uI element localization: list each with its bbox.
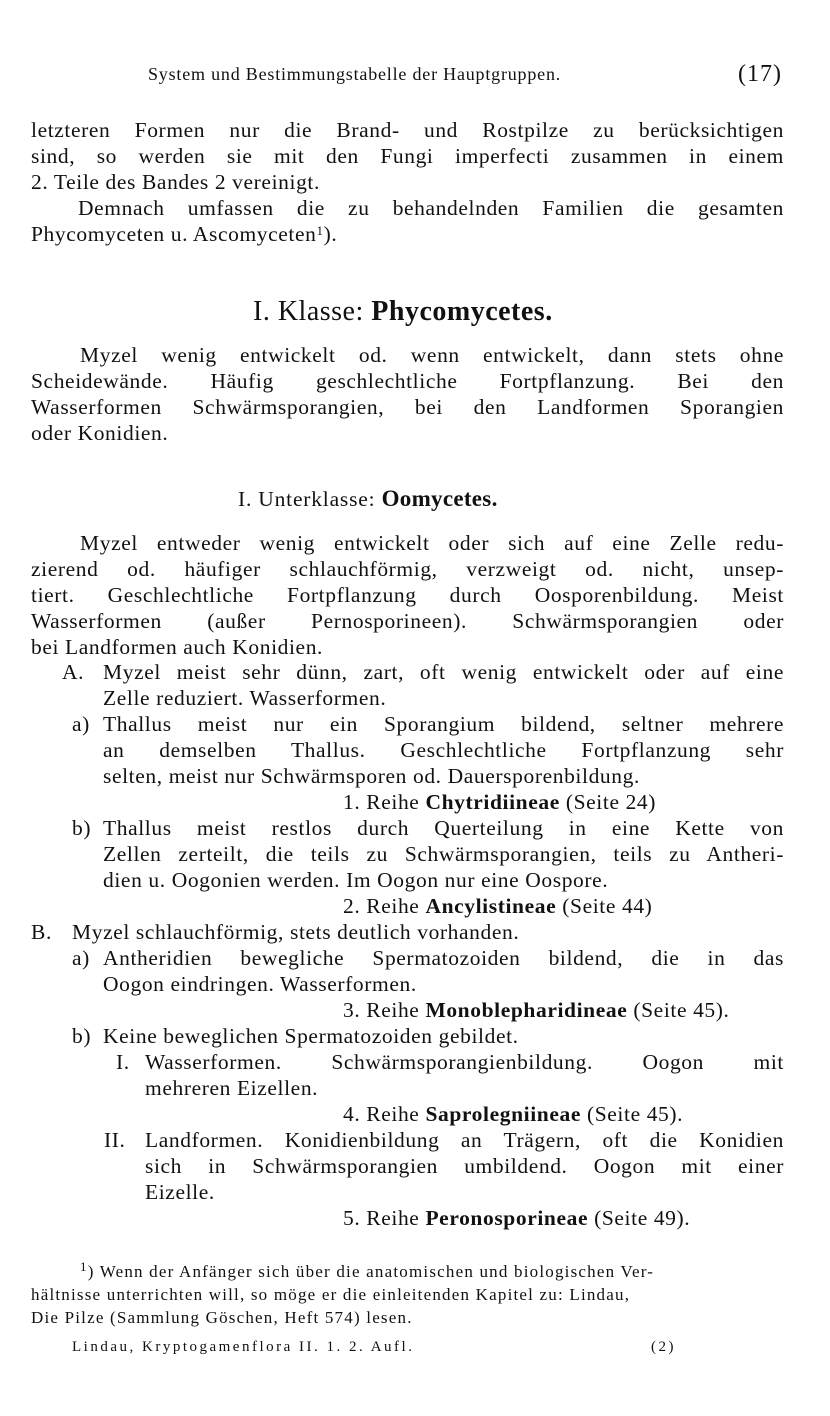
reihe-3-page: (Seite 45).: [633, 998, 730, 1022]
key-ba-label: a): [72, 946, 90, 970]
reihe-2-page: (Seite 44): [562, 894, 653, 918]
footnote-ref: 1: [316, 223, 324, 238]
key-ba-line-2: Oogon eindringen. Wasserformen.: [103, 972, 417, 996]
key-aa-line-2: an demselben Thallus. Geschlechtliche Fortpflanzung sehr: [103, 738, 784, 762]
reihe-1-number: 1. Reihe: [343, 790, 420, 814]
footnote-line-1-text: ) Wenn der Anfänger sich über die anatomischen und biologischen Ver-: [87, 1262, 655, 1281]
unterklasse-desc-line-5: bei Landformen auch Konidien.: [31, 635, 324, 659]
key-bb-ii-label: II.: [104, 1128, 126, 1152]
reihe-1-name: Chytridiineae: [425, 790, 560, 814]
running-title: System und Bestimmungstabelle der Hauptgruppen.: [148, 64, 562, 84]
intro-line-5: [31, 222, 337, 247]
page-number: (17): [738, 61, 782, 87]
key-bb-i-line-2: mehreren Eizellen.: [145, 1076, 319, 1100]
key-ab-line-2: Zellen zerteilt, die teils zu Schwärmsporangien, teils zu Antheri-: [103, 842, 784, 866]
key-bb-ii-line-2: sich in Schwärmsporangien umbildend. Oogon mit einer: [145, 1154, 784, 1178]
klasse-desc-line-2: Scheidewände. Häufig geschlechtliche Fortpflanzung. Bei den: [31, 369, 784, 393]
unterklasse-desc-line-3: tiert. Geschlechtliche Fortpflanzung durch Oosporenbildung. Meist: [31, 583, 784, 607]
footnote-line-1: [80, 1259, 655, 1282]
footnote-marker: 1: [80, 1259, 88, 1274]
reihe-4-page: (Seite 45).: [586, 1102, 684, 1126]
reihe-5: [343, 1206, 690, 1231]
reihe-3: [343, 998, 730, 1023]
intro-line-4: Demnach umfassen die zu behandelnden Familien die gesamten: [78, 196, 784, 220]
unterklasse-name: Oomycetes.: [381, 486, 498, 511]
key-a-line-1: Myzel meist sehr dünn, zart, oft wenig entwickelt oder auf eine: [103, 660, 784, 684]
klasse-desc-line-4: oder Konidien.: [31, 421, 169, 445]
intro-line-5-end: ).: [323, 222, 338, 246]
reihe-5-number: 5. Reihe: [343, 1206, 420, 1230]
intro-line-5-text: Phycomyceten u. Ascomyceten: [31, 222, 317, 246]
reihe-2: [343, 894, 652, 919]
key-ab-line-3: dien u. Oogonien werden. Im Oogon nur eine Oospore.: [103, 868, 609, 892]
key-aa-line-1: Thallus meist nur ein Sporangium bildend, seltner mehrere: [103, 712, 784, 736]
klasse-name: Phycomycetes.: [371, 296, 553, 327]
klasse-desc-line-3: Wasserformen Schwärmsporangien, bei den Landformen Sporangien: [31, 395, 784, 419]
key-bb-ii-line-1: Landformen. Konidienbildung an Trägern, oft die Konidien: [145, 1128, 784, 1152]
key-aa-label: a): [72, 712, 90, 736]
reihe-1: [343, 790, 656, 815]
key-a-line-2: Zelle reduziert. Wasserformen.: [103, 686, 387, 710]
key-bb-line-1: Keine beweglichen Spermatozoiden gebildet.: [103, 1024, 519, 1048]
reihe-4: [343, 1102, 683, 1127]
reihe-2-name: Ancylistineae: [425, 894, 557, 918]
key-aa-line-3: selten, meist nur Schwärmsporen od. Dauersporenbildung.: [103, 764, 640, 788]
key-ab-line-1: Thallus meist restlos durch Querteilung in eine Kette von: [103, 816, 784, 840]
key-ba-line-1: Antheridien bewegliche Spermatozoiden bildend, die in das: [103, 946, 784, 970]
footnote-line-2: hältnisse unterrichten will, so möge er die einleitenden Kapitel zu: Lindau,: [31, 1285, 631, 1304]
klasse-heading: [253, 296, 553, 328]
unterklasse-desc-line-4: Wasserformen (außer Pernosporineen). Schwärmsporangien oder: [31, 609, 784, 633]
unterklasse-heading: [238, 486, 498, 512]
klasse-desc-line-1: Myzel wenig entwickelt od. wenn entwickelt, dann stets ohne: [80, 343, 784, 367]
key-b-line-1: Myzel schlauchförmig, stets deutlich vorhanden.: [72, 920, 520, 944]
key-bb-i-line-1: Wasserformen. Schwärmsporangienbildung. Oogon mit: [145, 1050, 784, 1074]
reihe-3-number: 3. Reihe: [343, 998, 420, 1022]
key-b-label: B.: [31, 920, 52, 944]
klasse-prefix: I. Klasse:: [253, 296, 364, 327]
intro-line-1: letzteren Formen nur die Brand- und Rostpilze zu berücksichtigen: [31, 118, 784, 142]
signature-right: (2): [651, 1339, 676, 1355]
reihe-4-number: 4. Reihe: [343, 1102, 420, 1126]
unterklasse-desc-line-2: zierend od. häufiger schlauchförmig, verzweigt od. nicht, unsep-: [31, 557, 784, 581]
key-ab-label: b): [72, 816, 92, 840]
reihe-4-name: Saprolegniineae: [425, 1102, 581, 1126]
unterklasse-prefix: I. Unterklasse:: [238, 487, 376, 511]
intro-line-3: 2. Teile des Bandes 2 vereinigt.: [31, 170, 320, 194]
reihe-3-name: Monoblepharidineae: [425, 998, 628, 1022]
reihe-5-name: Peronosporineae: [425, 1206, 589, 1230]
key-bb-i-label: I.: [116, 1050, 130, 1074]
reihe-5-page: (Seite 49).: [594, 1206, 691, 1230]
reihe-2-number: 2. Reihe: [343, 894, 420, 918]
unterklasse-desc-line-1: Myzel entweder wenig entwickelt oder sich auf eine Zelle redu-: [80, 531, 784, 555]
key-bb-label: b): [72, 1024, 92, 1048]
reihe-1-page: (Seite 24): [565, 790, 657, 814]
intro-line-2: sind, so werden sie mit den Fungi imperfecti zusammen in einem: [31, 144, 784, 168]
footnote-line-3: Die Pilze (Sammlung Göschen, Heft 574) lesen.: [31, 1308, 413, 1327]
signature-left: Lindau, Kryptogamenflora II. 1. 2. Aufl.: [72, 1339, 415, 1355]
key-a-label: A.: [62, 660, 85, 684]
key-bb-ii-line-3: Eizelle.: [145, 1180, 215, 1204]
